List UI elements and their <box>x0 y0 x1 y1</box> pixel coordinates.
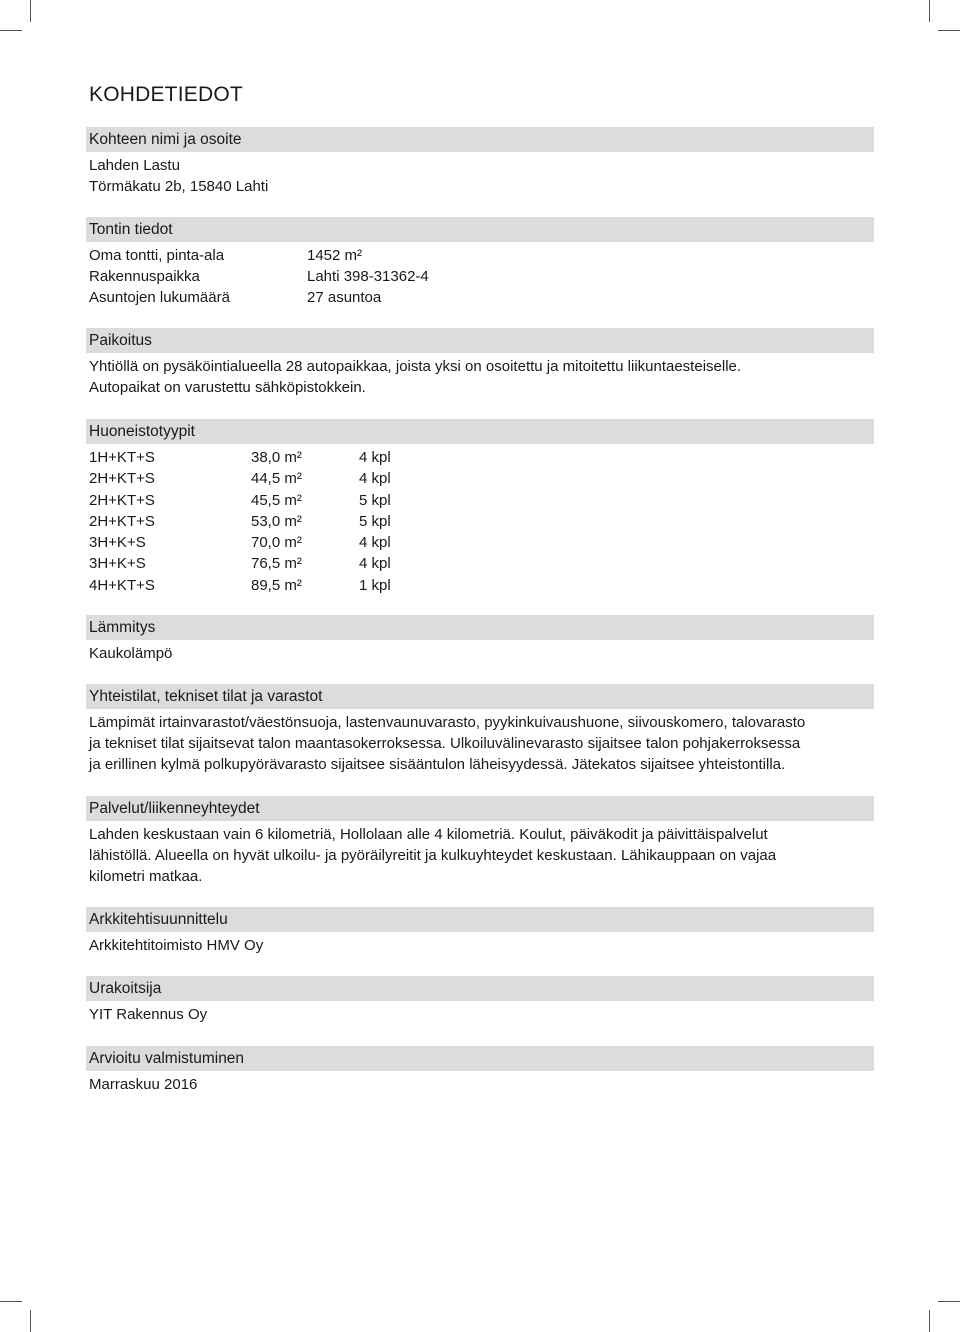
apartment-type-row <box>89 511 874 532</box>
section-heading: Kohteen nimi ja osoite <box>86 127 874 152</box>
apartment-type: 1H+KT+S <box>89 449 155 466</box>
contractor-text: YIT Rakennus Oy <box>89 1006 208 1023</box>
apartment-size: 44,5 m² <box>251 470 302 488</box>
section-palvelut <box>86 796 874 887</box>
apartment-type-list <box>86 447 874 596</box>
section-heading: Urakoitsija <box>86 976 874 1001</box>
services-line: kilometri matkaa. <box>89 868 203 885</box>
crop-mark <box>938 30 960 31</box>
apartment-count: 5 kpl <box>359 512 391 530</box>
parking-line: Yhtiöllä on pysäköintialueella 28 autopaikkaa, joista yksi on osoitettu ja mitoitettu liikuntaesteiselle. <box>89 358 742 375</box>
plot-info-label: Rakennuspaikka <box>89 268 200 285</box>
apartment-type: 2H+KT+S <box>89 491 155 509</box>
apartment-count: 4 kpl <box>359 534 391 552</box>
apartment-type: 3H+K+S <box>89 555 146 573</box>
crop-mark <box>929 0 930 22</box>
plot-info-row <box>89 287 874 308</box>
section-huoneistotyypit <box>86 419 874 596</box>
common-spaces-line: Lämpimät irtainvarastot/väestönsuoja, lastenvaunuvarasto, pyykinkuivaushuone, siivouskomero, talovarasto <box>89 714 806 731</box>
section-heading: Lämmitys <box>86 615 874 640</box>
crop-mark <box>30 1310 31 1332</box>
parking-line: Autopaikat on varustettu sähköpistokkein. <box>89 379 366 396</box>
section-arkkitehti <box>86 907 874 956</box>
apartment-type-row <box>89 553 874 574</box>
common-spaces-line: ja tekniset tilat sijaitsevat talon maantasokerroksessa. Ulkoiluvälinevarasto sijaitsee talon pohjakerroksessa <box>89 735 801 752</box>
plot-info-row <box>89 266 874 287</box>
apartment-type: 2H+KT+S <box>89 512 155 530</box>
crop-mark <box>0 30 22 31</box>
services-line: Lahden keskustaan vain 6 kilometriä, Hollolaan alle 4 kilometriä. Koulut, päiväkodit ja päivittäispalvelut <box>89 826 768 843</box>
plot-info-value: 1452 m² <box>307 247 363 264</box>
section-urakoitsija <box>86 976 874 1025</box>
section-heading: Palvelut/liikenneyhteydet <box>86 796 874 821</box>
crop-mark <box>938 1301 960 1302</box>
apartment-count: 5 kpl <box>359 491 391 509</box>
section-valmistuminen <box>86 1046 874 1095</box>
apartment-count: 4 kpl <box>359 470 391 488</box>
apartment-count: 1 kpl <box>359 576 391 594</box>
section-heading: Yhteistilat, tekniset tilat ja varastot <box>86 684 874 709</box>
architect-text: Arkkitehtitoimisto HMV Oy <box>89 937 264 954</box>
crop-mark <box>0 1301 22 1302</box>
plot-info-value: 27 asuntoa <box>307 289 382 306</box>
apartment-size: 89,5 m² <box>251 576 302 594</box>
section-heading: Paikoitus <box>86 328 874 353</box>
section-yhteistilat <box>86 684 874 775</box>
section-heading: Arvioitu valmistuminen <box>86 1046 874 1071</box>
apartment-type-row <box>89 447 874 468</box>
common-spaces-line: ja erillinen kylmä polkupyörävarasto sijaitsee sisääntulon läheisyydessä. Jätekatos sijaitsee yhteistontilla. <box>89 756 786 773</box>
property-address: Törmäkatu 2b, 15840 Lahti <box>89 178 269 195</box>
section-tontti <box>86 217 874 308</box>
apartment-type: 3H+K+S <box>89 534 146 552</box>
apartment-count: 4 kpl <box>359 555 391 573</box>
apartment-type-row <box>89 490 874 511</box>
apartment-type-row <box>89 575 874 596</box>
heating-text: Kaukolämpö <box>89 645 173 662</box>
crop-mark <box>30 0 31 22</box>
section-heading: Arkkitehtisuunnittelu <box>86 907 874 932</box>
apartment-size: 53,0 m² <box>251 512 302 530</box>
plot-info-row <box>89 245 874 266</box>
apartment-size: 45,5 m² <box>251 491 302 509</box>
plot-info-label: Oma tontti, pinta-ala <box>89 247 225 264</box>
apartment-type-row <box>89 468 874 489</box>
plot-info-list <box>86 245 874 308</box>
apartment-size: 76,5 m² <box>251 555 302 573</box>
apartment-type: 2H+KT+S <box>89 470 155 488</box>
services-line: lähistöllä. Alueella on hyvät ulkoilu- ja pyöräilyreitit ja kulkuyhteydet keskustaan. Lähikauppaan on vajaa <box>89 847 777 864</box>
crop-mark <box>929 1310 930 1332</box>
section-heading: Tontin tiedot <box>86 217 874 242</box>
apartment-count: 4 kpl <box>359 449 391 466</box>
section-lammitys <box>86 615 874 664</box>
section-kohde <box>86 127 874 197</box>
plot-info-value: Lahti 398-31362-4 <box>307 268 429 285</box>
apartment-type-row <box>89 532 874 553</box>
section-paikoitus <box>86 328 874 398</box>
plot-info-label: Asuntojen lukumäärä <box>89 289 230 306</box>
section-heading: Huoneistotyypit <box>86 419 874 444</box>
page-title: KOHDETIEDOT <box>89 83 243 106</box>
completion-text: Marraskuu 2016 <box>89 1076 198 1093</box>
property-name: Lahden Lastu <box>89 157 180 174</box>
apartment-size: 38,0 m² <box>251 449 302 466</box>
apartment-type: 4H+KT+S <box>89 576 155 594</box>
apartment-size: 70,0 m² <box>251 534 302 552</box>
